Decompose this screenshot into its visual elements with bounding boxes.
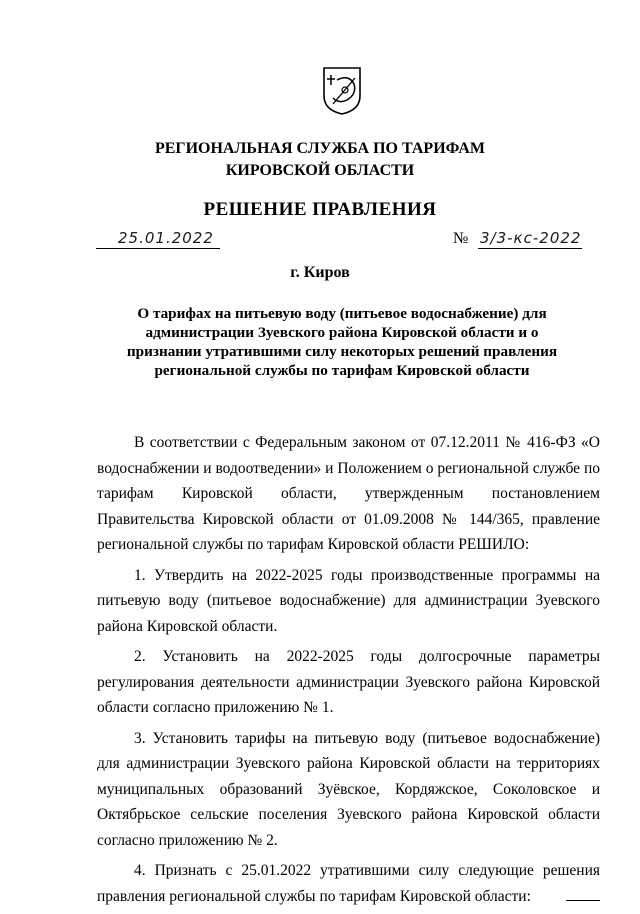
number-label: №: [453, 230, 469, 247]
decision-item-3: 3. Установить тарифы на питьевую воду (питьевое водоснабжение) для администрации Зуевского района Кировской области на территориях муниципальных образований Зуёвское, Кордяжское, Соколовское и Октябрьское сельские поселения Зуевского района Кировской области согласно приложению № 2.: [97, 729, 600, 849]
handwritten-date: 25.01.2022: [118, 229, 214, 247]
page-footer-rule: [566, 900, 600, 901]
subject-line: администрации Зуевского района Кировской области и о: [145, 324, 539, 341]
number-field: [478, 230, 582, 249]
document-subject: [120, 304, 564, 380]
decision-item-4: 4. Признать с 25.01.2022 утратившими силу следующие решения правления региональной службы по тарифам Кировской области:: [97, 862, 600, 905]
document-body: [97, 430, 600, 914]
date-field: [96, 230, 220, 249]
document-type-title: РЕШЕНИЕ ПРАВЛЕНИЯ: [203, 199, 437, 220]
organization-name-line1: РЕГИОНАЛЬНАЯ СЛУЖБА ПО ТАРИФАМ: [154, 140, 486, 157]
preamble-paragraph: В соответствии с Федеральным законом от 07.12.2011 № 416-ФЗ «О водоснабжении и водоотведении» и Положением о региональной службе по тарифам Кировской области, утвержденным постановлением Правительства Кировской области от 01.09.2008 № 144/365, правление региональной службы по тарифам Кировской области РЕШИЛО:: [97, 434, 600, 553]
decision-item-2: 2. Установить на 2022-2025 годы долгосрочные параметры регулирования деятельности администрации Зуевского района Кировской области согласно приложению № 1.: [97, 648, 600, 716]
city-name: г. Киров: [290, 264, 350, 281]
decision-item-1: 1. Утвердить на 2022-2025 годы производственные программы на питьевую воду (питьевое водоснабжение) для администрации Зуевского района Кировской области.: [97, 566, 600, 635]
organization-name-line2: КИРОВСКОЙ ОБЛАСТИ: [225, 162, 415, 179]
kirov-coat-of-arms-icon: [321, 66, 363, 116]
subject-line: региональной службы по тарифам Кировской области: [154, 362, 530, 379]
subject-line: О тарифах на питьевую воду (питьевое водоснабжение) для: [137, 305, 547, 322]
handwritten-number: 3/3-кс-2022: [480, 229, 582, 247]
subject-line: признании утратившими силу некоторых решений правления: [126, 343, 558, 360]
